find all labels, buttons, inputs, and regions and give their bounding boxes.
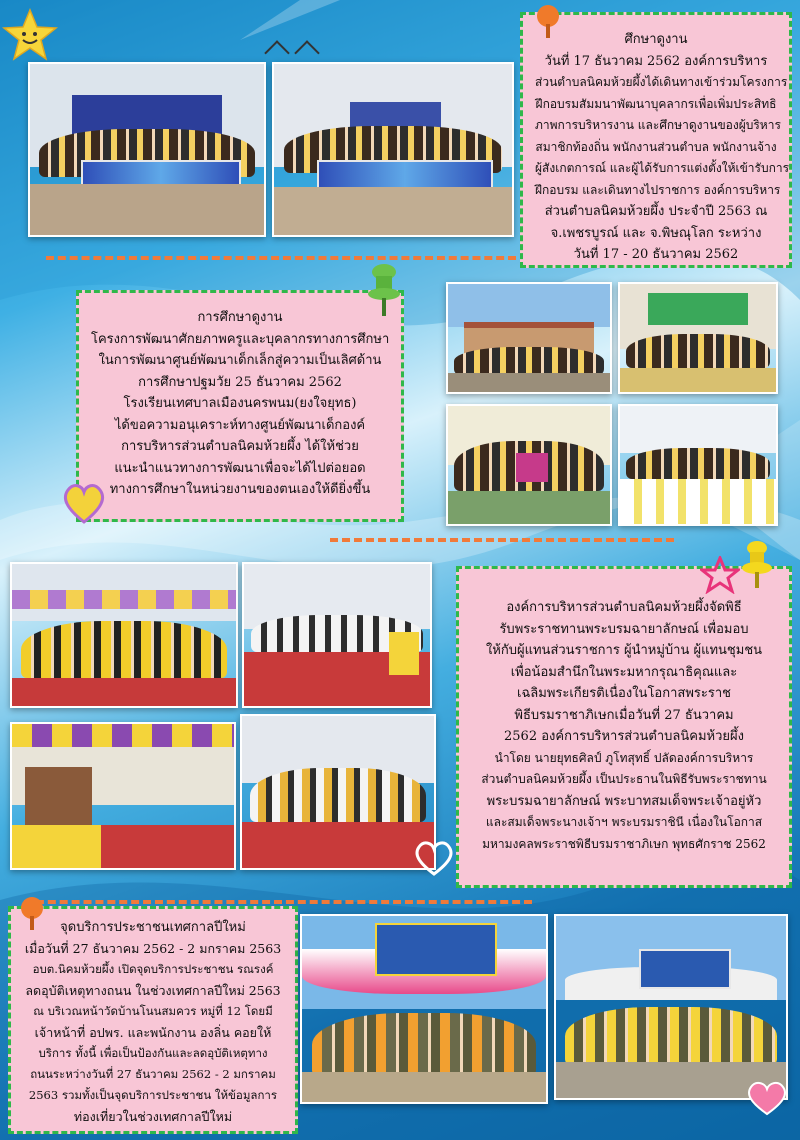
text-line: ฝึกอบรม และเดินทางไปราชการ องค์การบริหาร bbox=[535, 182, 781, 197]
study-tour-1-title: ศึกษาดูงาน bbox=[624, 32, 688, 47]
photo-school-building bbox=[446, 282, 612, 394]
text-line: วันที่ 17 - 20 ธันวาคม 2562 bbox=[573, 247, 739, 262]
text-line: ทางการศึกษาในหน่วยงานของตนเองให้ดียิ่งขึ้น bbox=[109, 482, 371, 497]
text-line: เฉลิมพระเกียรติเนื่องในโอกาสพระราช bbox=[517, 686, 731, 701]
photo-award-handover bbox=[446, 404, 612, 526]
section-divider bbox=[330, 538, 674, 542]
text-line: ในการพัฒนาศูนย์พัฒนาเด็กเล็กสู่ความเป็นเลิศด้าน bbox=[98, 353, 382, 368]
photo-ceremony-group bbox=[10, 562, 238, 708]
text-line: ลดอุบัติเหตุทางถนน ในช่วงเทศกาลปีใหม่ 2563 bbox=[25, 983, 281, 998]
text-line: ถนนระหว่างวันที่ 27 ธันวาคม 2562 - 2 มกราคม bbox=[30, 1067, 276, 1081]
royal-ceremony-box bbox=[456, 566, 792, 888]
photo-service-point-1 bbox=[300, 914, 548, 1104]
pushpin-icon bbox=[534, 4, 562, 40]
pushpin-icon bbox=[18, 896, 46, 932]
heart-icon bbox=[746, 1080, 788, 1116]
text-line: ณ บริเวณหน้าวัดบ้านโนนสมควร หมู่ที่ 12 โดยมี bbox=[33, 1004, 273, 1018]
text-line: ผู้สังเกตการณ์ และผู้ได้รับการแต่งตั้งให้เข้ารับการ bbox=[535, 161, 790, 175]
photo-service-point-2 bbox=[554, 914, 788, 1100]
text-line: จ.เพชรบูรณ์ และ จ.พิษณุโลก ระหว่าง bbox=[550, 225, 762, 241]
text-line: 2562 องค์การบริหารส่วนตำบลนิคมห้วยผึ้ง bbox=[504, 729, 744, 744]
text-line: ภาพการบริหารงาน และศึกษาดูงานของผู้บริหาร bbox=[535, 118, 781, 132]
new-year-service-box bbox=[8, 906, 298, 1134]
text-line: โครงการพัฒนาศักยภาพครูและบุคลากรทางการศึกษา bbox=[91, 331, 390, 347]
study-tour-1-box bbox=[520, 12, 792, 268]
text-line: ท่องเที่ยวในช่วงเทศกาลปีใหม่ bbox=[73, 1109, 233, 1124]
text-line: บริการ ทั้งนี้ เพื่อเป็นป้องกันและลดอุบัติเหตุทาง bbox=[38, 1046, 268, 1060]
photo-portrait-recipients bbox=[240, 714, 436, 870]
text-line: ฝึกอบรมสัมมนาพัฒนาบุคลากรเพื่อเพิ่มประสิทธิ bbox=[535, 96, 777, 111]
section-divider bbox=[46, 256, 516, 260]
heart-icon bbox=[62, 482, 106, 524]
text-line: พิธีบรมราชาภิเษกเมื่อวันที่ 27 ธันวาคม bbox=[514, 707, 734, 723]
text-line: พระบรมฉายาลักษณ์ พระบาทสมเด็จพระเจ้าอยู่หัว bbox=[486, 793, 762, 809]
photo-training-group-1 bbox=[28, 62, 266, 237]
text-line: องค์การบริหารส่วนตำบลนิคมห้วยผึ้งจัดพิธี bbox=[506, 600, 742, 615]
new-year-service-title: จุดบริการประชาชนเทศกาลปีใหม่ bbox=[60, 920, 246, 935]
text-line: เพื่อน้อมสำนึกในพระมหากรุณาธิคุณและ bbox=[510, 664, 738, 680]
text-line: ได้ขอความอนุเคราะห์ทางศูนย์พัฒนาเด็กองค์ bbox=[114, 417, 366, 433]
photo-royal-portrait-stage bbox=[10, 722, 236, 870]
section-divider bbox=[24, 900, 532, 904]
text-line: วันที่ 17 ธันวาคม 2562 องค์การบริหาร bbox=[544, 53, 768, 69]
study-tour-2-title: การศึกษาดูงาน bbox=[197, 310, 283, 325]
text-line: รับพระราชทานพระบรมฉายาลักษณ์ เพื่อมอบ bbox=[499, 621, 749, 637]
text-line: เมื่อวันที่ 27 ธันวาคม 2562 - 2 มกราคม 2563 bbox=[24, 941, 282, 956]
pushpin-icon bbox=[740, 540, 774, 590]
star-outline-icon bbox=[700, 556, 740, 594]
text-line: และสมเด็จพระนางเจ้าฯ พระบรมราชินี เนื่องในโอกาส bbox=[485, 815, 763, 829]
text-line: ส่วนตำบลนิคมห้วยผึ้งได้เดินทางเข้าร่วมโครงการ bbox=[535, 75, 788, 89]
text-line: โรงเรียนเทศบาลเมืองนครพนม(ยงใจยุทธ) bbox=[123, 396, 357, 411]
text-line: นำโดย นายยุทธศิลป์ ภูโทสุทธิ์ ปลัดองค์การบริหาร bbox=[494, 750, 754, 765]
text-line: การศึกษาปฐมวัย 25 ธันวาคม 2562 bbox=[138, 374, 342, 390]
photo-training-group-2 bbox=[272, 62, 514, 237]
pushpin-icon bbox=[366, 262, 402, 318]
photo-meeting-room bbox=[618, 404, 778, 526]
star-smiley-icon bbox=[2, 8, 58, 62]
text-line: แนะนำแนวทางการพัฒนาเพื่อจะได้ไปต่อยอด bbox=[114, 460, 366, 476]
photo-ceremony-hall bbox=[242, 562, 432, 708]
heart-icon bbox=[414, 840, 454, 876]
text-line: ให้กับผู้แทนส่วนราชการ ผู้นำหมู่บ้าน ผู้แทนชุมชน bbox=[485, 643, 763, 658]
text-line: สมาชิกท้องถิ่น พนักงานส่วนตำบล พนักงานจ้าง bbox=[535, 139, 777, 154]
text-line: การบริหารส่วนตำบลนิคมห้วยผึ้ง ได้ให้ช่วย bbox=[121, 439, 359, 454]
text-line: 2563 รวมทั้งเป็นจุดบริการประชาชน ให้ข้อมูลการ bbox=[28, 1088, 278, 1102]
photo-presentation bbox=[618, 282, 778, 394]
text-line: ส่วนตำบลนิคมห้วยผึ้ง เป็นประธานในพิธีรับพระราชทาน bbox=[481, 772, 767, 786]
text-line: ส่วนตำบลนิคมห้วยผึ้ง ประจำปี 2563 ณ bbox=[544, 204, 768, 219]
study-tour-2-box bbox=[76, 290, 404, 522]
text-line: อบต.นิคมห้วยผึ้ง เปิดจุดบริการประชาชน รณรงค์ bbox=[32, 962, 274, 976]
text-line: มหามงคลพระราชพิธีบรมราชาภิเษก พุทธศักราช 2562 bbox=[482, 836, 766, 851]
text-line: เจ้าหน้าที่ อปพร. และพนักงาน องลิ่น คอยให้ bbox=[34, 1025, 272, 1040]
